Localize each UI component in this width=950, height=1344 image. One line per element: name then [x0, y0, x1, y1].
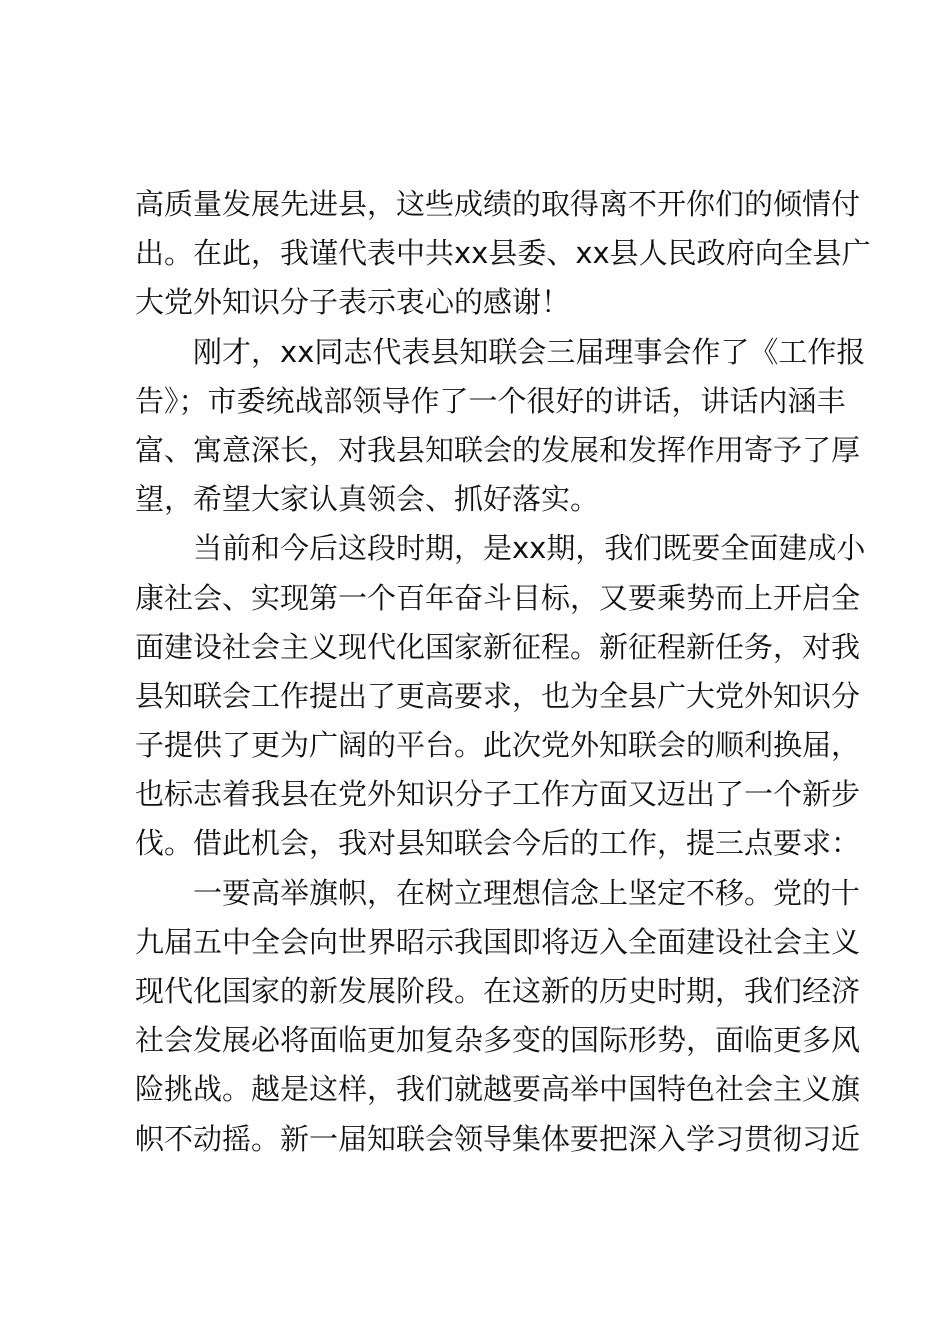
paragraph: [135, 524, 866, 868]
body-text: [135, 180, 871, 1164]
text-line: 现代化国家的新发展阶段。在这新的历史时期，我们经济: [135, 974, 861, 1008]
text-line: 险挑战。越是这样，我们就越要高举中国特色社会主义旗: [135, 1072, 861, 1107]
text-line: 九届五中全会向世界昭示我国即将迈入全面建设社会主义: [135, 924, 861, 959]
text-line: 面建设社会主义现代化国家新征程。新征程新任务，对我: [135, 629, 861, 664]
text-line: 富、寓意深长，对我县知联会的发展和发挥作用寄予了厚: [135, 432, 861, 467]
paragraph: [135, 328, 866, 525]
text-line: 县知联会工作提出了更高要求，也为全县广大党外知识分: [135, 678, 861, 713]
text-line: 一要高举旗帜，在树立理想信念上坚定不移。党的十: [193, 875, 861, 910]
text-line: 告》；市委统战部领导作了一个很好的讲话，讲话内涵丰: [135, 383, 846, 418]
text-line: 社会发展必将面临更加复杂多变的国际形势，面临更多风: [135, 1023, 861, 1058]
text-line: 刚才，xx同志代表县知联会三届理事会作了《工作报: [193, 334, 866, 369]
paragraph: [135, 180, 871, 328]
text-line: 子提供了更为广阔的平台。此次党外知联会的顺利换届，: [135, 728, 861, 763]
text-line: 也标志着我县在党外知识分子工作方面又迈出了一个新步: [135, 777, 861, 812]
text-line: 帜不动摇。新一届知联会领导集体要把深入学习贯彻习近: [135, 1121, 861, 1156]
text-line: 伐。借此机会，我对县知联会今后的工作，提三点要求：: [135, 826, 861, 861]
paragraph: [135, 869, 861, 1164]
text-line: 望，希望大家认真领会、抓好落实。: [135, 482, 600, 517]
text-line: 大党外知识分子表示衷心的感谢！: [135, 285, 571, 320]
text-line: 康社会、实现第一个百年奋斗目标，又要乘势而上开启全: [135, 580, 861, 615]
text-line: 出。在此，我谨代表中共xx县委、xx县人民政府向全县广: [135, 236, 871, 271]
text-line: 当前和今后这段时期，是xx期，我们既要全面建成小: [193, 531, 866, 566]
text-line: 高质量发展先进县，这些成绩的取得离不开你们的倾情付: [135, 187, 861, 221]
